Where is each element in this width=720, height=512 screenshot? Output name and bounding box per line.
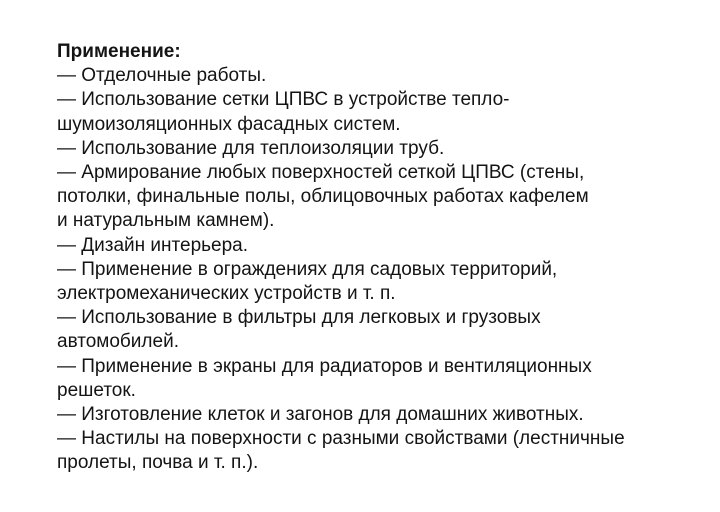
list-item-line: — Армирование любых поверхностей сеткой ЦПВС (стены, — [57, 162, 585, 184]
list-item — [57, 258, 707, 306]
list-item-line: электромеханических устройств и т. п. — [57, 283, 396, 305]
list-item-line: — Дизайн интерьера. — [57, 234, 249, 256]
list-item-line: — Отделочные работы. — [57, 65, 267, 87]
list-item-line: — Применение в экраны для радиаторов и вентиляционных — [57, 355, 592, 377]
list-item — [57, 403, 707, 427]
list-item — [57, 64, 707, 88]
list-item — [57, 355, 707, 403]
list-item — [57, 234, 707, 258]
list-item — [57, 427, 707, 475]
section-title: Применение: — [57, 41, 181, 62]
list-item — [57, 88, 707, 136]
list-item-line: — Применение в ограждениях для садовых территорий, — [57, 258, 558, 280]
list-item — [57, 306, 707, 354]
list-item-line: и натуральным камнем). — [57, 210, 275, 232]
list-item-line: — Использование в фильтры для легковых и грузовых — [57, 307, 541, 329]
list-item-line: автомобилей. — [57, 331, 179, 353]
list-item-line: — Изготовление клеток и загонов для домашних животных. — [57, 404, 584, 426]
list-item — [57, 161, 707, 234]
list-item-line: — Настилы на поверхности с разными свойствами (лестничные — [57, 428, 625, 450]
list-item-line: шумоизоляционных фасадных систем. — [57, 113, 401, 135]
list-item — [57, 137, 707, 161]
list-item-line: решеток. — [57, 379, 136, 401]
list-item-line: — Использование для теплоизоляции труб. — [57, 137, 445, 159]
usage-list — [57, 64, 707, 475]
document-body — [57, 40, 707, 476]
list-item-line: потолки, финальные полы, облицовочных работах кафелем — [57, 186, 589, 208]
list-item-line: пролеты, почва и т. п.). — [57, 452, 259, 474]
list-item-line: — Использование сетки ЦПВС в устройстве тепло- — [57, 89, 510, 111]
